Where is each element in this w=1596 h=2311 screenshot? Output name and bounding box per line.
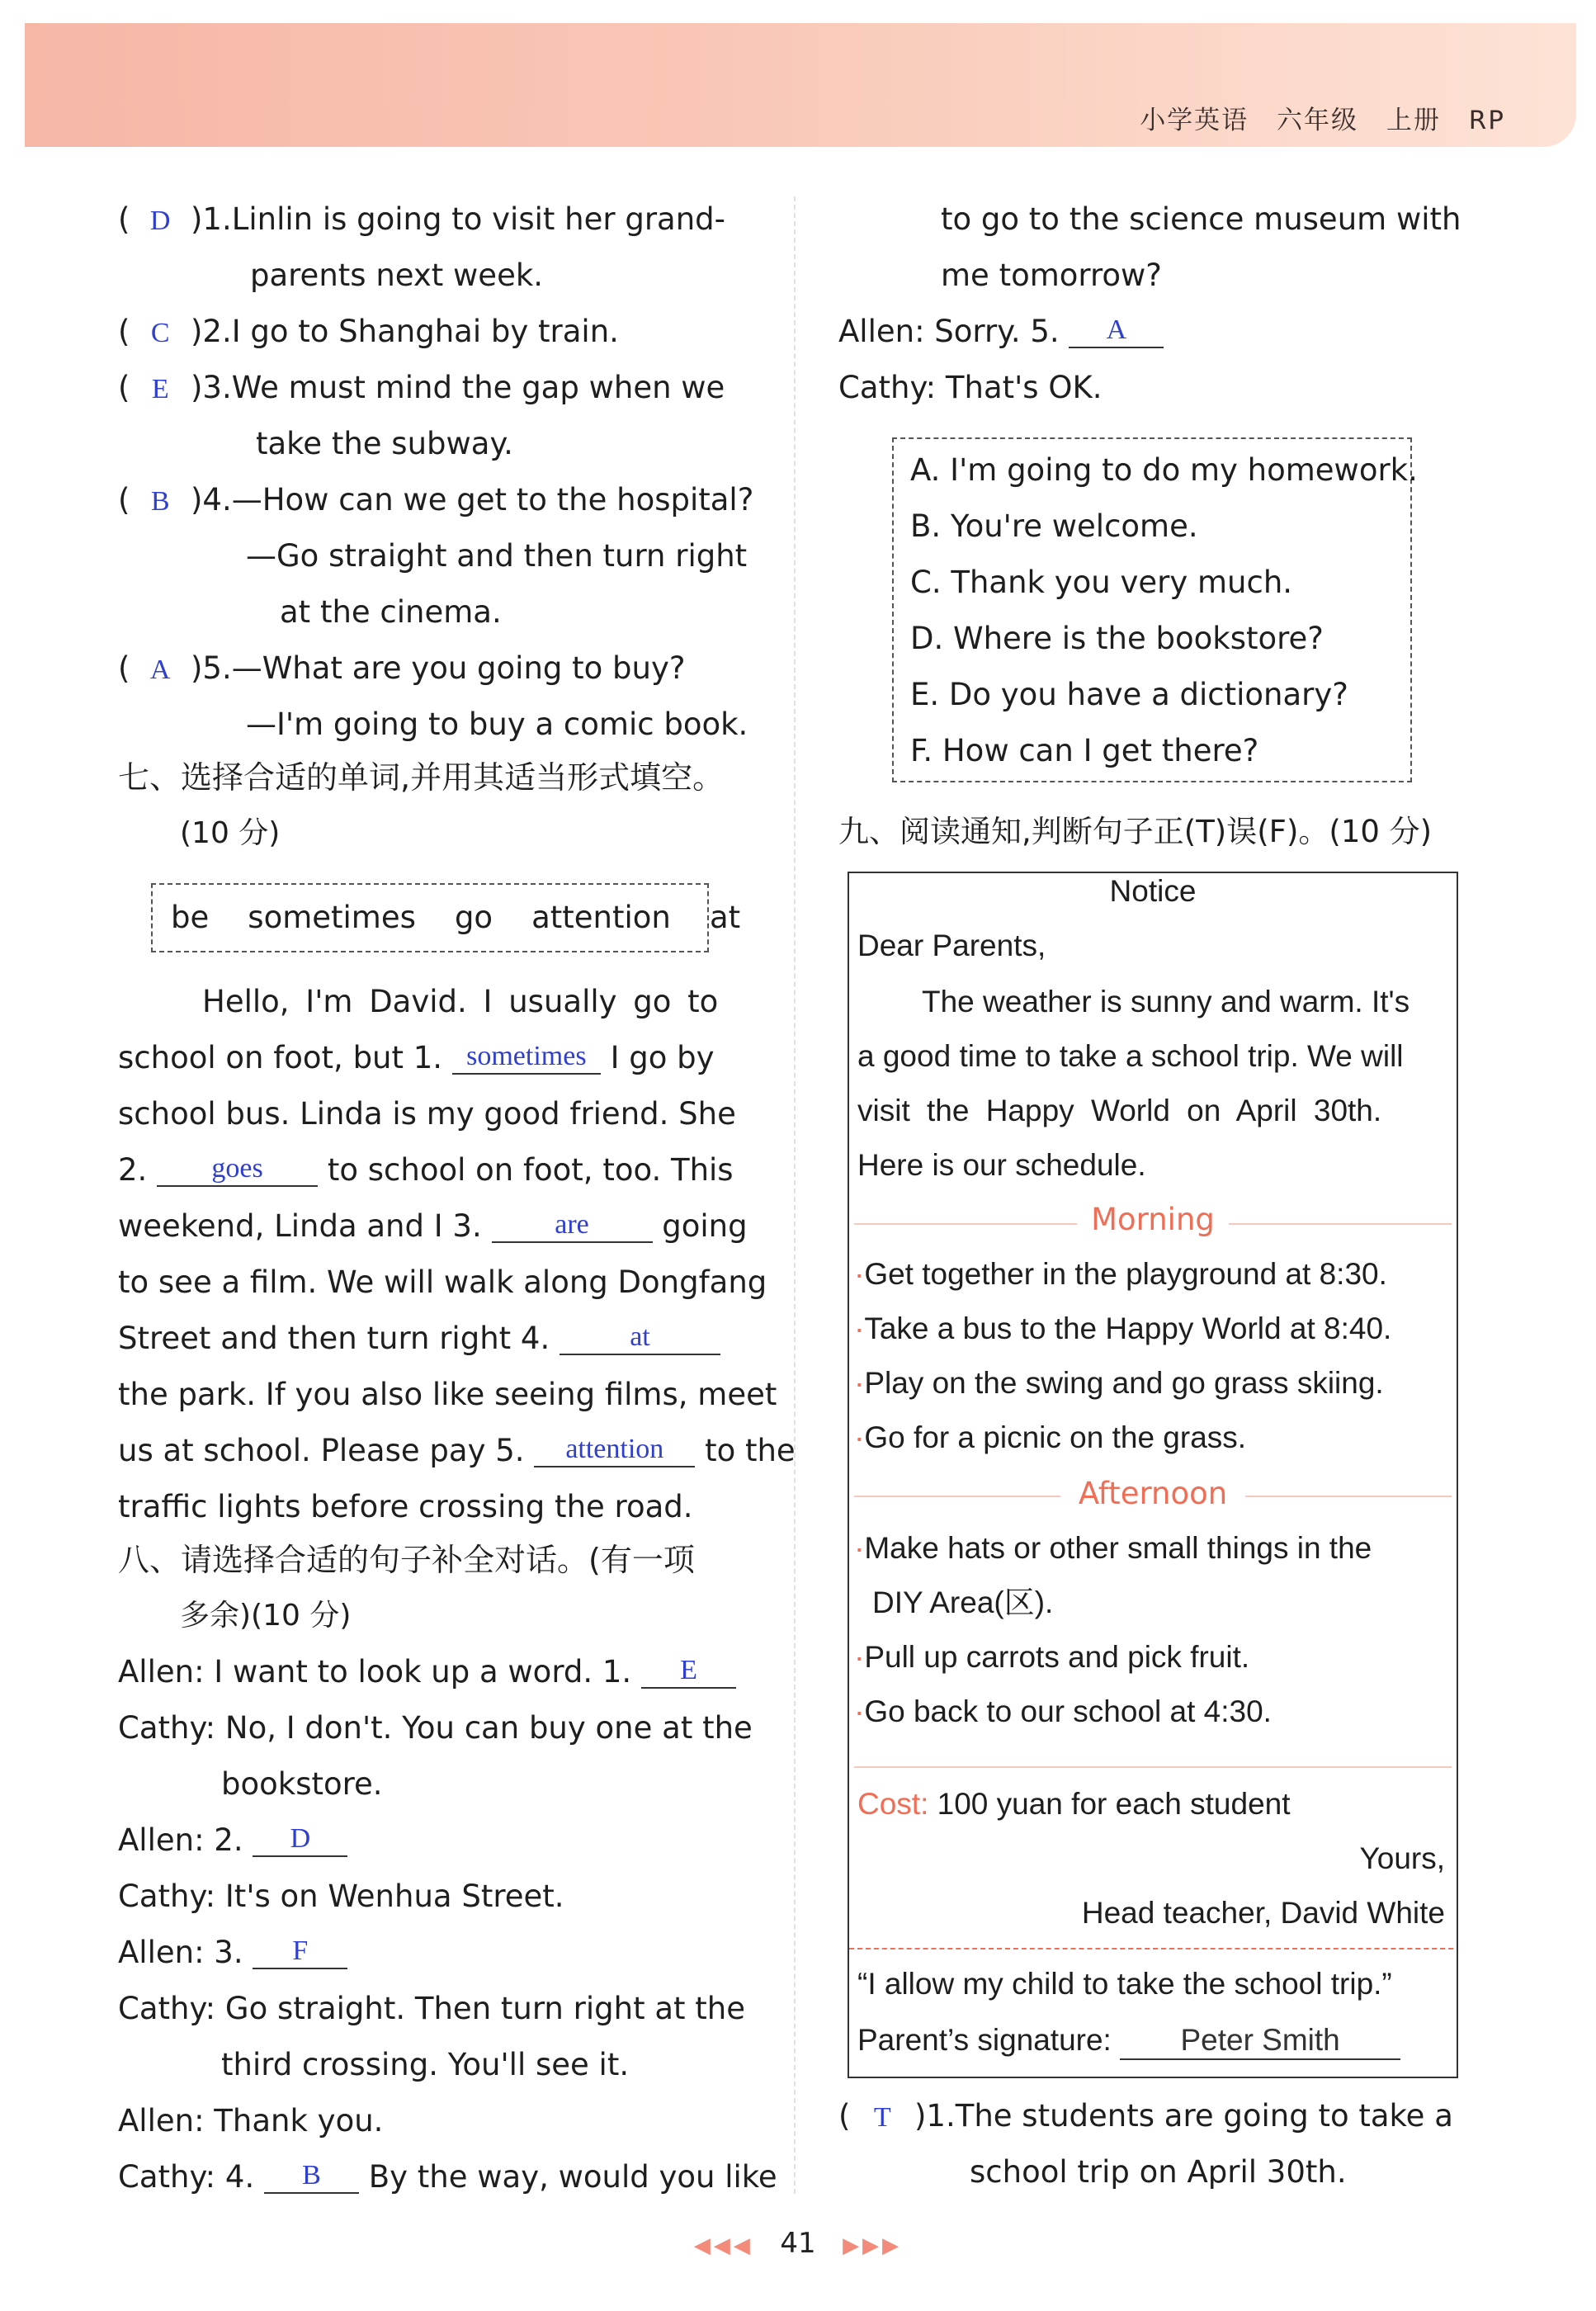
notice-text: Here is our schedule. bbox=[857, 1148, 1146, 1182]
word: attention bbox=[531, 900, 671, 935]
text: Take a bus to the Happy World at 8:40. bbox=[864, 1311, 1392, 1345]
item-text: parents next week. bbox=[250, 258, 544, 293]
text: Make hats or other small things in the bbox=[864, 1531, 1372, 1565]
signature-line bbox=[857, 2022, 1400, 2060]
options-box bbox=[892, 437, 1418, 782]
answer-blank: are bbox=[492, 1208, 653, 1243]
passage-line bbox=[118, 1433, 796, 1471]
text: school on foot, but 1. bbox=[118, 1040, 443, 1075]
dialog-line: Allen: Thank you. bbox=[118, 2103, 384, 2139]
answer-blank: goes bbox=[157, 1152, 318, 1187]
option: B. You're welcome. bbox=[910, 508, 1198, 544]
word-bank bbox=[151, 883, 741, 952]
text: Allen: 3. bbox=[118, 1935, 243, 1970]
item-text: —How can we get to the hospital? bbox=[231, 482, 754, 517]
cost-value: 100 yuan for each student bbox=[937, 1787, 1291, 1821]
book-info bbox=[1140, 99, 1505, 136]
text: 2. bbox=[118, 1152, 148, 1188]
word: sometimes bbox=[248, 900, 416, 935]
morning-heading: Morning bbox=[1091, 1202, 1215, 1237]
section8-title: 八、请选择合适的句子补全对话。(有一项 bbox=[118, 1542, 695, 1578]
notice-greeting: Dear Parents, bbox=[857, 929, 1046, 962]
item-number: )4. bbox=[190, 482, 232, 517]
item-text: take the subway. bbox=[256, 426, 513, 461]
answer-blank: F bbox=[253, 1935, 347, 1969]
left-arrows-icon: ◀◀◀ bbox=[693, 2233, 753, 2258]
notice-box bbox=[848, 872, 1458, 2078]
header-banner bbox=[25, 23, 1576, 147]
option: A. I'm going to do my homework. bbox=[910, 452, 1418, 488]
separator bbox=[854, 1766, 1452, 1768]
schedule-item: ·Go for a picnic on the grass. bbox=[854, 1420, 1247, 1454]
text: to school on foot, too. This bbox=[327, 1152, 734, 1188]
section9-title: 九、阅读通知,判断句子正(T)误(F)。(10 分) bbox=[838, 814, 1433, 849]
dialog-line: third crossing. You'll see it. bbox=[221, 2047, 630, 2082]
word: be bbox=[171, 900, 210, 935]
item-text: We must mind the gap when we bbox=[231, 370, 725, 405]
text: By the way, would you like bbox=[368, 2159, 777, 2195]
answer-letter: C bbox=[150, 318, 170, 348]
answer-letter: D bbox=[149, 206, 171, 236]
schedule-item: ·Get together in the playground at 8:30. bbox=[854, 1257, 1387, 1291]
schedule-item-cont: DIY Area(区). bbox=[872, 1586, 1054, 1619]
word-bank-words bbox=[171, 900, 740, 936]
word: at bbox=[709, 900, 741, 935]
s6-item3: ( E )3.We must mind the gap when we bbox=[118, 370, 725, 408]
item-number: )5. bbox=[190, 650, 232, 686]
signer: Head teacher, David White bbox=[1081, 1896, 1445, 1930]
signature: Peter Smith bbox=[1120, 2022, 1400, 2060]
schedule-item: ·Take a bus to the Happy World at 8:40. bbox=[854, 1311, 1392, 1345]
answer-letter: A bbox=[149, 655, 171, 685]
passage-line: traffic lights before crossing the road. bbox=[118, 1489, 693, 1524]
text: Allen: Sorry. 5. bbox=[838, 314, 1060, 349]
signature-label: Parent’s signature: bbox=[857, 2023, 1112, 2057]
text: Get together in the playground at 8:30. bbox=[864, 1257, 1387, 1291]
schedule-item: ·Go back to our school at 4:30. bbox=[854, 1694, 1272, 1728]
text: Pull up carrots and pick fruit. bbox=[864, 1640, 1250, 1674]
right-arrows-icon: ▶▶▶ bbox=[843, 2233, 903, 2258]
dialog-line bbox=[118, 1935, 347, 1973]
option: F. How can I get there? bbox=[910, 733, 1259, 768]
schedule-item: ·Pull up carrots and pick fruit. bbox=[854, 1640, 1250, 1674]
item-text: —Go straight and then turn right bbox=[246, 538, 748, 574]
section7-score: (10 分) bbox=[180, 816, 281, 850]
passage-line: the park. If you also like seeing films, meet bbox=[118, 1377, 777, 1412]
afternoon-heading: Afternoon bbox=[1078, 1476, 1228, 1511]
notice-title: Notice bbox=[1109, 874, 1197, 908]
answer-letter: T bbox=[873, 2102, 891, 2133]
item-number: )2. bbox=[190, 314, 232, 349]
volume: 上册 bbox=[1386, 106, 1441, 135]
notice-text: a good time to take a school trip. We will bbox=[857, 1039, 1404, 1073]
text: Cathy: 4. bbox=[118, 2159, 255, 2195]
text: going bbox=[662, 1208, 748, 1244]
dialog-line bbox=[838, 314, 1164, 352]
answer-letter: E bbox=[151, 374, 169, 404]
answer-blank: attention bbox=[534, 1433, 695, 1467]
s6-item4: ( B )4.—How can we get to the hospital? bbox=[118, 482, 753, 520]
option: D. Where is the bookstore? bbox=[910, 621, 1324, 656]
cost-line bbox=[857, 1786, 1291, 1822]
separator bbox=[1245, 1496, 1452, 1497]
permission-statement: “I allow my child to take the school trip.” bbox=[857, 1967, 1392, 2001]
text: Allen: I want to look up a word. 1. bbox=[118, 1654, 632, 1690]
page-footer bbox=[0, 2227, 1596, 2260]
text: Go back to our school at 4:30. bbox=[864, 1694, 1272, 1728]
item-text: I go to Shanghai by train. bbox=[231, 314, 619, 349]
section8-title-cont: 多余)(10 分) bbox=[180, 1599, 352, 1633]
text: weekend, Linda and I 3. bbox=[118, 1208, 482, 1244]
passage-line bbox=[118, 1040, 715, 1078]
text: Street and then turn right 4. bbox=[118, 1321, 550, 1356]
answer-blank: at bbox=[560, 1321, 720, 1355]
s6-item5: ( A )5.—What are you going to buy? bbox=[118, 650, 686, 688]
item-text: —I'm going to buy a comic book. bbox=[246, 707, 748, 742]
item-number: )1. bbox=[190, 201, 232, 237]
answer-blank: sometimes bbox=[452, 1040, 601, 1075]
answer-blank: D bbox=[253, 1822, 347, 1857]
dialog-line bbox=[118, 2159, 777, 2197]
item-text: Linlin is going to visit her grand- bbox=[231, 201, 726, 237]
dialog-line bbox=[118, 1654, 736, 1692]
grade: 六年级 bbox=[1277, 106, 1359, 135]
passage-line: to see a film. We will walk along Dongfang bbox=[118, 1264, 767, 1300]
column-divider bbox=[794, 196, 796, 2194]
schedule-item: ·Make hats or other small things in the bbox=[854, 1531, 1372, 1565]
item-text: —What are you going to buy? bbox=[231, 650, 686, 686]
answer-letter: B bbox=[150, 486, 170, 517]
item-number: )1. bbox=[914, 2098, 956, 2134]
section7-title: 七、选择合适的单词,并用其适当形式填空。 bbox=[118, 759, 725, 796]
s6-item1: ( D )1.Linlin is going to visit her grand- bbox=[118, 201, 725, 239]
answer-blank: B bbox=[264, 2159, 359, 2194]
item-number: )3. bbox=[190, 370, 232, 405]
text: to the bbox=[705, 1433, 796, 1468]
item-text: at the cinema. bbox=[280, 594, 502, 630]
item-text: The students are going to take a bbox=[955, 2098, 1453, 2134]
option: C. Thank you very much. bbox=[910, 565, 1293, 600]
edition: RP bbox=[1468, 106, 1505, 135]
text: Play on the swing and go grass skiing. bbox=[864, 1366, 1384, 1400]
cost-label: Cost: bbox=[857, 1787, 929, 1821]
text: I go by bbox=[610, 1040, 715, 1075]
closing: Yours, bbox=[1359, 1841, 1445, 1875]
s6-item2: ( C )2.I go to Shanghai by train. bbox=[118, 314, 619, 352]
notice-text: visit the Happy World on April 30th. bbox=[857, 1094, 1382, 1127]
passage-line bbox=[118, 1321, 720, 1359]
passage-line bbox=[118, 1152, 734, 1190]
word: go bbox=[454, 900, 493, 935]
page-number: 41 bbox=[780, 2227, 816, 2260]
passage-line bbox=[118, 1208, 748, 1246]
notice-text: The weather is sunny and warm. It's bbox=[922, 985, 1410, 1018]
dialog-line: Cathy: That's OK. bbox=[838, 370, 1103, 405]
text: Allen: 2. bbox=[118, 1822, 243, 1858]
item-text: school trip on April 30th. bbox=[970, 2154, 1347, 2190]
cut-line bbox=[849, 1948, 1453, 1949]
answer-blank: A bbox=[1069, 314, 1164, 348]
dialog-line: to go to the science museum with bbox=[941, 201, 1461, 237]
dialog-line bbox=[118, 1822, 347, 1860]
dialog-line: bookstore. bbox=[221, 1766, 383, 1802]
s9-item1: ( T )1.The students are going to take a bbox=[838, 2098, 1453, 2136]
text: us at school. Please pay 5. bbox=[118, 1433, 525, 1468]
dialog-line: Cathy: No, I don't. You can buy one at the bbox=[118, 1710, 753, 1746]
passage-line: school bus. Linda is my good friend. She bbox=[118, 1096, 736, 1132]
schedule-item: ·Play on the swing and go grass skiing. bbox=[854, 1366, 1384, 1400]
dialog-line: me tomorrow? bbox=[941, 258, 1162, 293]
dialog-line: Cathy: It's on Wenhua Street. bbox=[118, 1879, 564, 1914]
separator bbox=[1229, 1223, 1452, 1225]
dialog-line: Cathy: Go straight. Then turn right at the bbox=[118, 1991, 745, 2026]
option: E. Do you have a dictionary? bbox=[910, 677, 1348, 712]
text: Go for a picnic on the grass. bbox=[864, 1420, 1247, 1454]
passage-line: Hello, I'm David. I usually go to bbox=[202, 984, 719, 1019]
subject: 小学英语 bbox=[1140, 106, 1249, 135]
answer-blank: E bbox=[641, 1654, 736, 1689]
